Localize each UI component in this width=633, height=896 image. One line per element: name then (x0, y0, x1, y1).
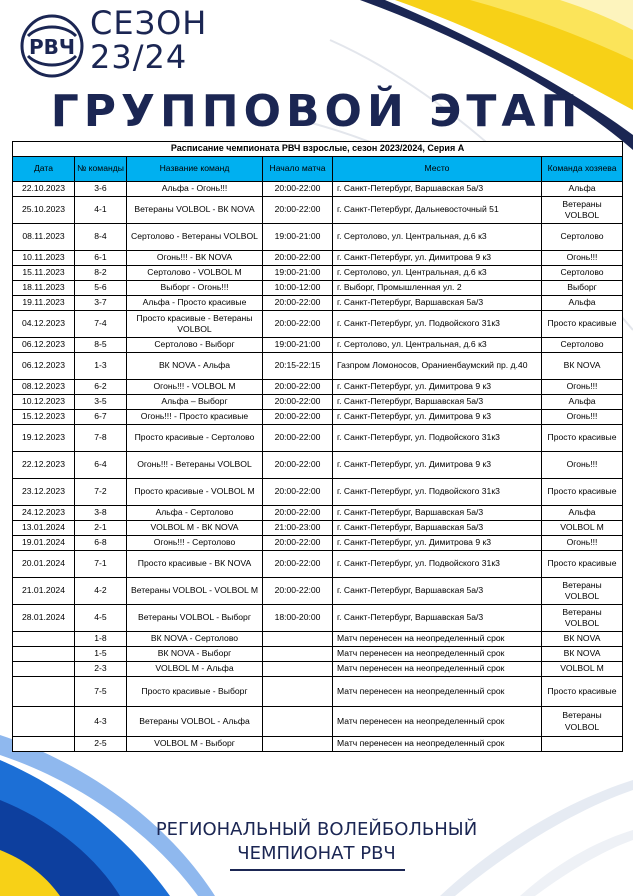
table-cell: Просто красивые (542, 479, 623, 506)
column-header: Место (333, 157, 542, 182)
column-header: Команда хозяева (542, 157, 623, 182)
table-cell: 4-1 (75, 197, 127, 224)
table-cell: VOLBOL M - Выборг (127, 737, 263, 752)
season-word: СЕЗОН (90, 4, 208, 42)
table-cell: Огонь!!! (542, 410, 623, 425)
table-cell (263, 707, 333, 737)
table-cell: 1-8 (75, 632, 127, 647)
table-cell: г. Сертолово, ул. Центральная, д.6 к3 (333, 224, 542, 251)
table-cell: 20:00-22:00 (263, 251, 333, 266)
table-cell: Альфа - Сертолово (127, 506, 263, 521)
table-cell: Просто красивые (542, 311, 623, 338)
table-cell: 21.01.2024 (13, 578, 75, 605)
table-cell: 3-7 (75, 296, 127, 311)
table-cell: г. Сертолово, ул. Центральная, д.6 к3 (333, 266, 542, 281)
table-cell: Альфа (542, 395, 623, 410)
season-years: 23/24 (90, 38, 188, 76)
table-cell: ВК NOVA (542, 632, 623, 647)
table-cell: г. Санкт-Петербург, ул. Димитрова 9 к3 (333, 536, 542, 551)
table-cell: 20:00-22:00 (263, 479, 333, 506)
table-cell: 8-4 (75, 224, 127, 251)
table-cell (263, 737, 333, 752)
table-cell: г. Санкт-Петербург, ул. Димитрова 9 к3 (333, 452, 542, 479)
table-row (13, 536, 623, 551)
table-cell: 15.12.2023 (13, 410, 75, 425)
table-cell: 22.10.2023 (13, 182, 75, 197)
table-cell: Просто красивые (542, 551, 623, 578)
table-cell: 19.01.2024 (13, 536, 75, 551)
table-row (13, 506, 623, 521)
column-header: Дата (13, 157, 75, 182)
table-cell: 20:00-22:00 (263, 452, 333, 479)
table-cell: 1-3 (75, 353, 127, 380)
table-cell: 20.01.2024 (13, 551, 75, 578)
table-cell: Просто красивые - ВК NOVA (127, 551, 263, 578)
table-cell: г. Санкт-Петербург, Варшавская 5а/3 (333, 521, 542, 536)
table-cell: 19.11.2023 (13, 296, 75, 311)
table-cell: 10:00-12:00 (263, 281, 333, 296)
table-cell (263, 647, 333, 662)
table-cell: 20:00-22:00 (263, 410, 333, 425)
table-row (13, 224, 623, 251)
table-cell: Альфа – Выборг (127, 395, 263, 410)
table-row (13, 479, 623, 506)
table-cell: 2-3 (75, 662, 127, 677)
table-row (13, 425, 623, 452)
table-cell: г. Санкт-Петербург, ул. Подвойского 31к3 (333, 479, 542, 506)
table-cell: Огонь!!! (542, 380, 623, 395)
table-cell: 20:00-22:00 (263, 506, 333, 521)
table-cell: г. Санкт-Петербург, ул. Подвойского 31к3 (333, 425, 542, 452)
table-cell: 20:00-22:00 (263, 296, 333, 311)
table-cell: 08.12.2023 (13, 380, 75, 395)
table-caption: Расписание чемпионата РВЧ взрослые, сезон 2023/2024, Серия А (13, 142, 623, 157)
table-cell (542, 737, 623, 752)
table-row (13, 677, 623, 707)
table-cell: ВК NOVA - Выборг (127, 647, 263, 662)
table-cell: Газпром Ломоносов, Ораниенбаумский пр. д.40 (333, 353, 542, 380)
table-cell: VOLBOL M - ВК NOVA (127, 521, 263, 536)
table-cell: Просто красивые - Ветераны VOLBOL (127, 311, 263, 338)
table-cell: Просто красивые (542, 425, 623, 452)
table-cell: 3-6 (75, 182, 127, 197)
table-cell: Огонь!!! - VOLBOL M (127, 380, 263, 395)
table-cell: Ветераны VOLBOL (542, 197, 623, 224)
table-cell: Просто красивые (542, 677, 623, 707)
table-row (13, 452, 623, 479)
table-cell: 19:00-21:00 (263, 266, 333, 281)
table-caption-row (13, 142, 623, 157)
table-cell: 06.12.2023 (13, 338, 75, 353)
table-cell: 8-2 (75, 266, 127, 281)
table-cell: Альфа - Огонь!!! (127, 182, 263, 197)
table-row (13, 338, 623, 353)
table-cell: ВК NOVA - Альфа (127, 353, 263, 380)
rvch-logo (20, 14, 84, 78)
table-cell: 20:15-22:15 (263, 353, 333, 380)
table-cell: ВК NOVA (542, 647, 623, 662)
table-cell: 5-6 (75, 281, 127, 296)
table-cell: 20:00-22:00 (263, 578, 333, 605)
table-row (13, 632, 623, 647)
table-row (13, 281, 623, 296)
table-cell (13, 737, 75, 752)
season-label (90, 6, 207, 74)
table-cell: Огонь!!! (542, 251, 623, 266)
table-cell: 7-1 (75, 551, 127, 578)
table-cell: ВК NOVA (542, 353, 623, 380)
table-cell: 20:00-22:00 (263, 182, 333, 197)
table-cell: Огонь!!! - ВК NOVA (127, 251, 263, 266)
table-cell: 20:00-22:00 (263, 395, 333, 410)
table-cell: Огонь!!! - Ветераны VOLBOL (127, 452, 263, 479)
table-cell: г. Сертолово, ул. Центральная, д.6 к3 (333, 338, 542, 353)
table-cell: 3-5 (75, 395, 127, 410)
table-cell: VOLBOL M - Альфа (127, 662, 263, 677)
table-cell: Ветераны VOLBOL (542, 605, 623, 632)
table-cell: 20:00-22:00 (263, 197, 333, 224)
table-cell: Ветераны VOLBOL - ВК NOVA (127, 197, 263, 224)
column-header: Начало матча (263, 157, 333, 182)
table-cell: 19.12.2023 (13, 425, 75, 452)
table-row (13, 605, 623, 632)
table-cell: 7-8 (75, 425, 127, 452)
table-cell: Сертолово - Ветераны VOLBOL (127, 224, 263, 251)
table-row (13, 353, 623, 380)
table-cell: Огонь!!! (542, 452, 623, 479)
table-cell: 19:00-21:00 (263, 338, 333, 353)
table-cell: г. Санкт-Петербург, ул. Димитрова 9 к3 (333, 410, 542, 425)
table-row (13, 296, 623, 311)
table-cell: VOLBOL M (542, 521, 623, 536)
table-row (13, 311, 623, 338)
table-row (13, 395, 623, 410)
table-cell: г. Санкт-Петербург, Варшавская 5а/3 (333, 578, 542, 605)
table-cell: Сертолово (542, 224, 623, 251)
table-cell: Сертолово (542, 338, 623, 353)
table-cell: г. Санкт-Петербург, Варшавская 5а/3 (333, 395, 542, 410)
table-cell: Сертолово - VOLBOL M (127, 266, 263, 281)
table-cell: Просто красивые - Сертолово (127, 425, 263, 452)
table-cell: 25.10.2023 (13, 197, 75, 224)
table-cell: 2-1 (75, 521, 127, 536)
table-cell: Огонь!!! - Сертолово (127, 536, 263, 551)
table-cell: 7-4 (75, 311, 127, 338)
table-cell: 4-2 (75, 578, 127, 605)
table-cell: Ветераны VOLBOL (542, 578, 623, 605)
table-cell (263, 677, 333, 707)
table-cell: г. Санкт-Петербург, Варшавская 5а/3 (333, 506, 542, 521)
table-cell: 7-5 (75, 677, 127, 707)
table-cell: Альфа (542, 296, 623, 311)
table-cell: 04.12.2023 (13, 311, 75, 338)
footer-title (0, 818, 633, 866)
table-cell: 06.12.2023 (13, 353, 75, 380)
table-cell: Матч перенесен на неопределенный срок (333, 737, 542, 752)
table-row (13, 578, 623, 605)
table-row (13, 662, 623, 677)
table-row (13, 737, 623, 752)
table-cell (263, 632, 333, 647)
table-cell: г. Санкт-Петербург, Дальневосточный 51 (333, 197, 542, 224)
table-cell: 22.12.2023 (13, 452, 75, 479)
table-cell: ВК NOVA - Сертолово (127, 632, 263, 647)
table-cell: 10.12.2023 (13, 395, 75, 410)
column-header: Название команд (127, 157, 263, 182)
table-cell (13, 647, 75, 662)
table-cell: 23.12.2023 (13, 479, 75, 506)
table-cell: 18:00-20:00 (263, 605, 333, 632)
table-cell: 20:00-22:00 (263, 536, 333, 551)
table-cell (13, 632, 75, 647)
table-cell: Ветераны VOLBOL - Альфа (127, 707, 263, 737)
table-cell: Матч перенесен на неопределенный срок (333, 677, 542, 707)
table-row (13, 551, 623, 578)
table-cell: 6-1 (75, 251, 127, 266)
table-cell (263, 662, 333, 677)
table-cell: Альфа (542, 182, 623, 197)
table-row (13, 647, 623, 662)
table-cell: 6-7 (75, 410, 127, 425)
footer-line2: ЧЕМПИОНАТ РВЧ (237, 843, 396, 864)
table-cell: 20:00-22:00 (263, 425, 333, 452)
table-cell (13, 662, 75, 677)
table-cell: 20:00-22:00 (263, 311, 333, 338)
table-header-row (13, 157, 623, 182)
table-cell: 6-8 (75, 536, 127, 551)
table-cell: Ветераны VOLBOL - Выборг (127, 605, 263, 632)
table-cell: г. Санкт-Петербург, Варшавская 5а/3 (333, 182, 542, 197)
table-cell: 2-5 (75, 737, 127, 752)
table-row (13, 521, 623, 536)
table-cell: Ветераны VOLBOL (542, 707, 623, 737)
schedule-table (12, 141, 623, 752)
table-cell: 3-8 (75, 506, 127, 521)
table-cell: Матч перенесен на неопределенный срок (333, 707, 542, 737)
table-cell: Выборг (542, 281, 623, 296)
table-row (13, 266, 623, 281)
table-cell: 13.01.2024 (13, 521, 75, 536)
table-row (13, 182, 623, 197)
table-cell: 7-2 (75, 479, 127, 506)
table-cell: Огонь!!! - Просто красивые (127, 410, 263, 425)
table-cell: Матч перенесен на неопределенный срок (333, 662, 542, 677)
table-cell: 6-2 (75, 380, 127, 395)
table-cell: 19:00-21:00 (263, 224, 333, 251)
table-cell: 20:00-22:00 (263, 551, 333, 578)
table-row (13, 197, 623, 224)
table-cell: Просто красивые - VOLBOL M (127, 479, 263, 506)
table-cell: 18.11.2023 (13, 281, 75, 296)
table-cell: 28.01.2024 (13, 605, 75, 632)
table-cell: г. Санкт-Петербург, ул. Димитрова 9 к3 (333, 380, 542, 395)
footer-underline (230, 869, 405, 871)
table-cell: 4-3 (75, 707, 127, 737)
logo-text: РВЧ (28, 35, 76, 59)
table-cell: 4-5 (75, 605, 127, 632)
stage-title: ГРУППОВОЙ ЭТАП (50, 86, 583, 137)
table-cell: 8-5 (75, 338, 127, 353)
table-cell: 24.12.2023 (13, 506, 75, 521)
footer-line1: РЕГИОНАЛЬНЫЙ ВОЛЕЙБОЛЬНЫЙ (155, 819, 478, 840)
table-cell: Сертолово (542, 266, 623, 281)
table-cell: г. Санкт-Петербург, ул. Подвойского 31к3 (333, 311, 542, 338)
table-row (13, 707, 623, 737)
table-row (13, 410, 623, 425)
table-cell: Огонь!!! (542, 536, 623, 551)
table-cell: Выборг - Огонь!!! (127, 281, 263, 296)
table-cell: 20:00-22:00 (263, 380, 333, 395)
table-cell: Ветераны VOLBOL - VOLBOL M (127, 578, 263, 605)
table-cell: Матч перенесен на неопределенный срок (333, 632, 542, 647)
table-cell: Матч перенесен на неопределенный срок (333, 647, 542, 662)
table-cell: г. Санкт-Петербург, ул. Димитрова 9 к3 (333, 251, 542, 266)
table-row (13, 380, 623, 395)
table-cell: г. Выборг, Промышленная ул. 2 (333, 281, 542, 296)
table-cell: г. Санкт-Петербург, ул. Подвойского 31к3 (333, 551, 542, 578)
table-cell (13, 677, 75, 707)
table-cell: г. Санкт-Петербург, Варшавская 5а/3 (333, 605, 542, 632)
table-cell: 10.11.2023 (13, 251, 75, 266)
table-cell: 08.11.2023 (13, 224, 75, 251)
column-header: № команды (75, 157, 127, 182)
table-cell: 6-4 (75, 452, 127, 479)
table-cell: Альфа (542, 506, 623, 521)
table-cell: Просто красивые - Выборг (127, 677, 263, 707)
table-cell: 15.11.2023 (13, 266, 75, 281)
table-cell: 1-5 (75, 647, 127, 662)
table-cell: 21:00-23:00 (263, 521, 333, 536)
table-cell: Сертолово - Выборг (127, 338, 263, 353)
table-cell (13, 707, 75, 737)
table-cell: г. Санкт-Петербург, Варшавская 5а/3 (333, 296, 542, 311)
table-cell: VOLBOL M (542, 662, 623, 677)
table-cell: Альфа - Просто красивые (127, 296, 263, 311)
table-row (13, 251, 623, 266)
